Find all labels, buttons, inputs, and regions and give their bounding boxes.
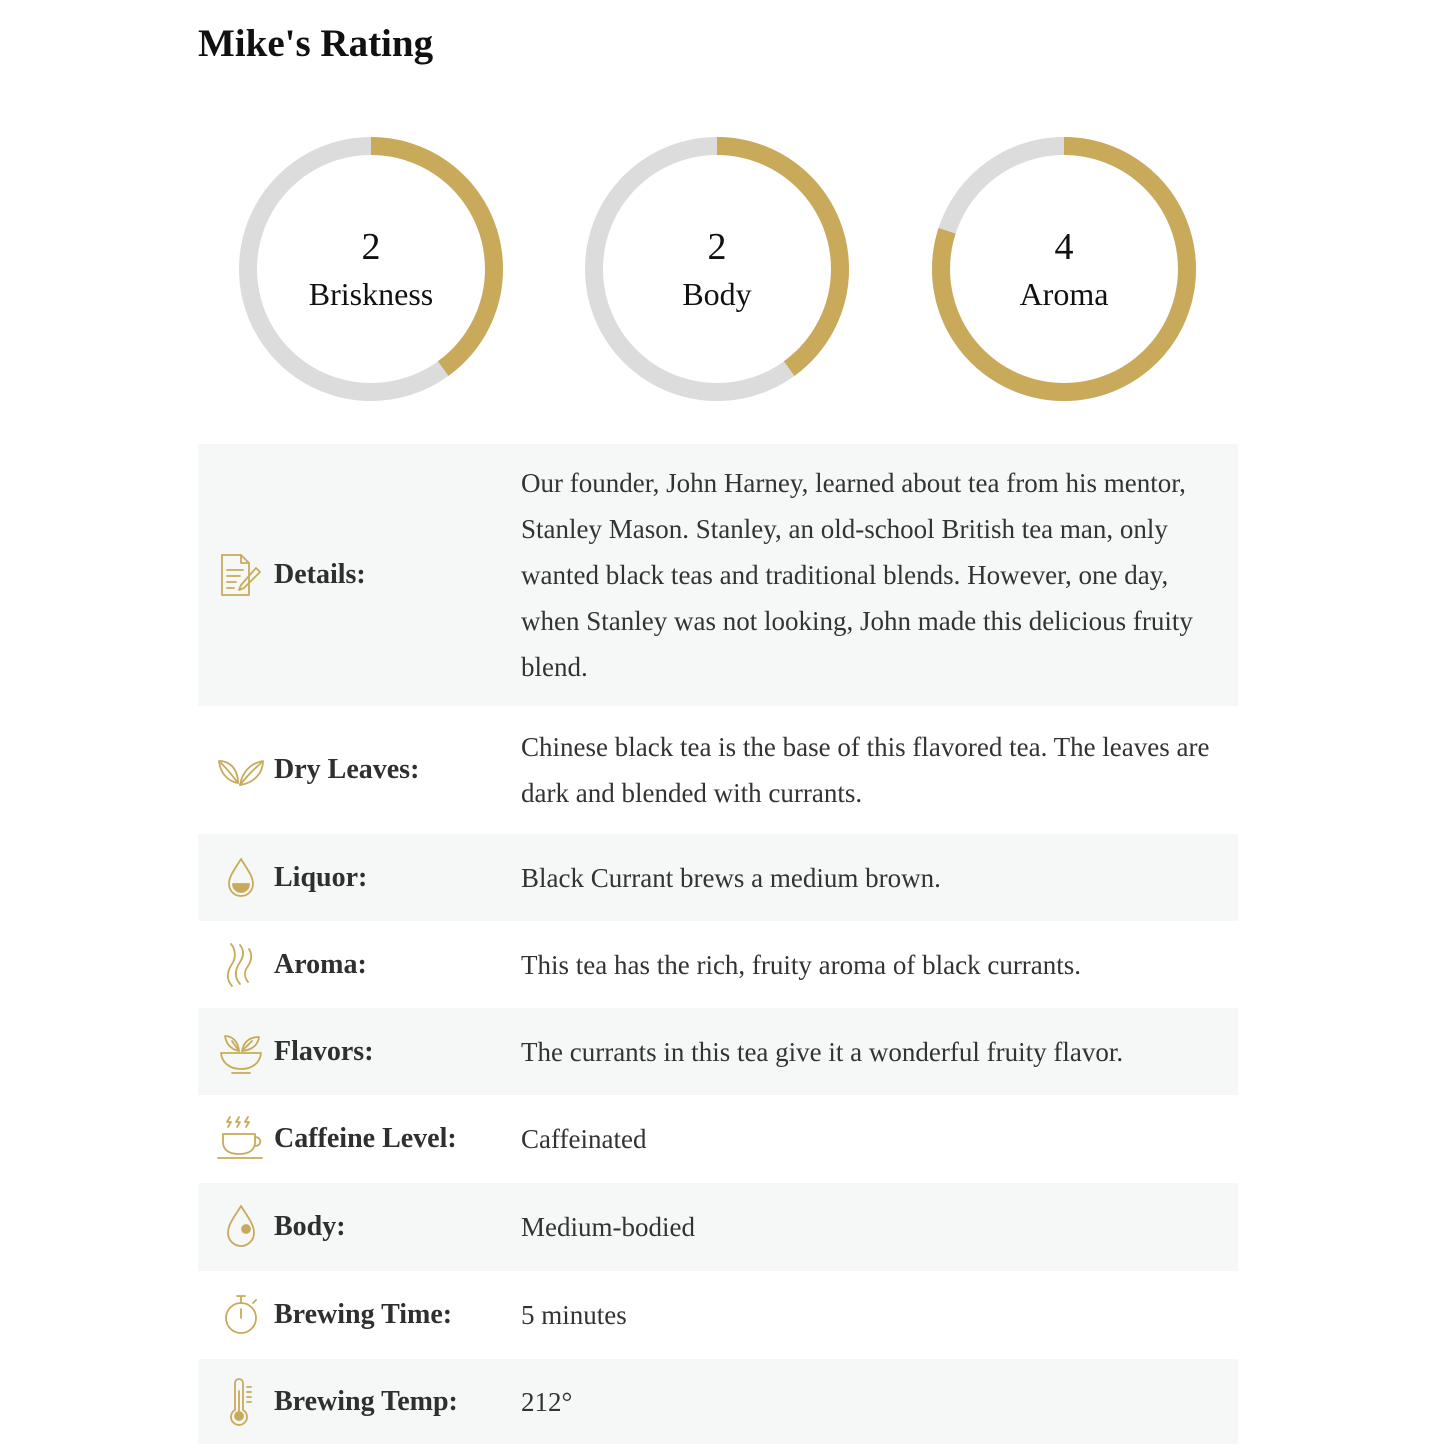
flavors-label: Flavors: [274,1035,374,1067]
steam-icon [216,940,266,990]
tea-leaves-icon [216,745,266,795]
body-label: Body: [274,1211,346,1242]
gauge-label: Body [682,276,752,312]
caffeine-label: Caffeine Level: [274,1123,457,1154]
drop-icon [216,853,266,903]
gauge-value: 4 [1054,226,1074,268]
rating-gauges [0,0,1445,420]
caffeine-row [198,1095,1238,1183]
body-value: Medium-bodied [521,1212,695,1242]
brewing-time-row [198,1271,1238,1359]
gauge-aroma [931,136,1197,402]
tea-details-table [198,444,1238,1444]
caffeine-cup-icon [216,1114,266,1164]
gauge-label: Aroma [1019,276,1109,312]
dry-leaves-row [198,706,1238,834]
dry-leaves-value: Chinese black tea is the base of this flavored tea. The leaves are dark and blended with currants. [521,732,1210,808]
thermometer-icon [216,1377,266,1427]
details-value: Our founder, John Harney, learned about tea from his mentor, Stanley Mason. Stanley, an old-school British tea man, only wanted black teas and traditional blends. However, one day, when Stanley was not looking, John made this delicious fruity blend. [521,468,1193,682]
gauge-value: 2 [707,226,727,268]
body-row [198,1183,1238,1271]
details-label: Details: [274,559,366,590]
details-row [198,444,1238,706]
flavors-row [198,1008,1238,1095]
document-pencil-icon [216,550,266,600]
brewing-temp-row [198,1359,1238,1444]
liquor-row [198,834,1238,921]
flavors-value: The currants in this tea give it a wonderful fruity flavor. [521,1036,1124,1067]
bowl-leaves-icon [216,1027,266,1077]
caffeine-value: Caffeinated [521,1124,647,1154]
brewing-temp-label: Brewing Temp: [274,1385,458,1417]
gauge-label: Briskness [308,276,434,312]
brewing-time-label: Brewing Time: [274,1299,453,1330]
stopwatch-icon [216,1290,266,1340]
aroma-label: Aroma: [274,948,367,980]
dry-leaves-label: Dry Leaves: [274,754,420,785]
liquor-value: Black Currant brews a medium brown. [521,862,941,893]
brewing-temp-value: 212° [521,1386,573,1417]
liquor-label: Liquor: [274,861,368,893]
gauge-value: 2 [361,226,381,268]
aroma-value: This tea has the rich, fruity aroma of black currants. [521,949,1082,980]
brewing-time-value: 5 minutes [521,1300,627,1330]
gauge-briskness [238,136,504,402]
page-title: Mike's Rating [198,22,434,65]
body-drop-icon [216,1202,266,1252]
aroma-row [198,921,1238,1008]
gauge-body [584,136,850,402]
